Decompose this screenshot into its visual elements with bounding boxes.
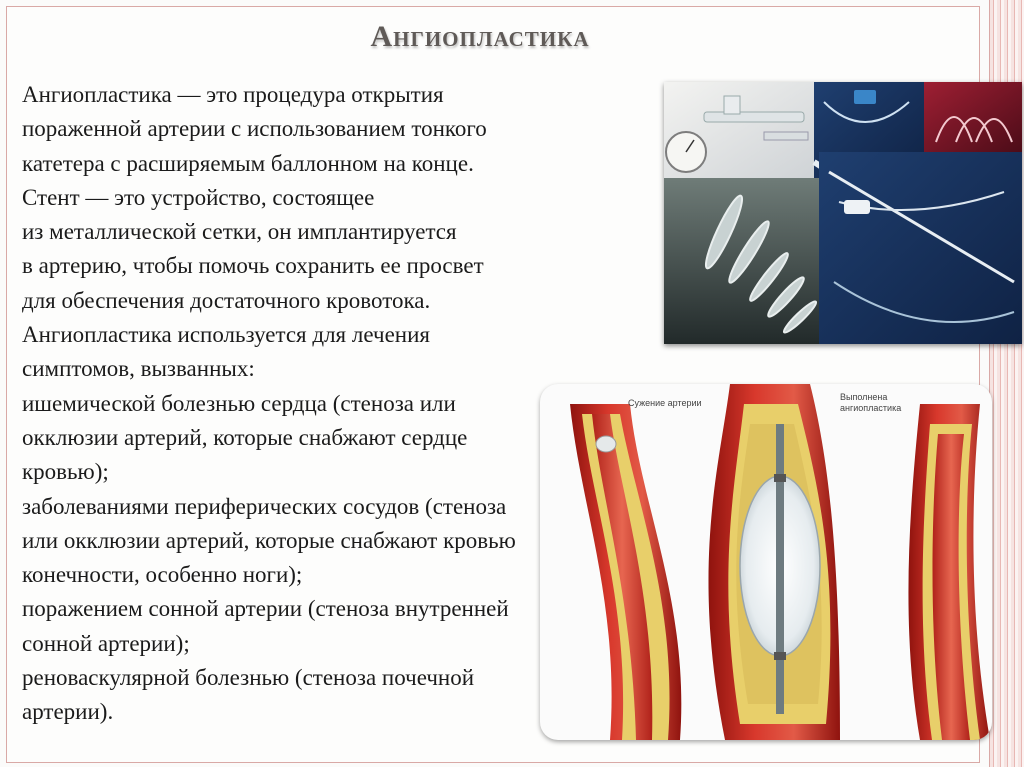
opened-artery (908, 404, 990, 740)
slide-title: Ангиопластика (370, 20, 590, 53)
text-line: или окклюзии артерий, которые снабжают кровью (22, 527, 516, 553)
label-narrowed-artery: Сужение артерии (628, 398, 702, 408)
text-line: заболеваниями периферических сосудов (стеноза (22, 493, 507, 519)
text-line: артерии). (22, 699, 114, 725)
text-line: Стент — это устройство, состоящее (22, 184, 375, 210)
balloon-artery (708, 384, 840, 740)
text-line: реноваскулярной болезнью (стеноза почечной (22, 665, 475, 691)
label-angioplasty-done-2: ангиопластика (840, 403, 902, 413)
text-line: конечности, особенно ноги); (22, 562, 303, 588)
text-line: пораженной артерии с использованием тонкого (22, 116, 487, 142)
text-line: в артерию, чтобы помочь сохранить ее просвет (22, 253, 484, 279)
text-line: симптомов, вызванных: (22, 356, 255, 382)
text-line: ишемической болезнью сердца (стеноза или (22, 390, 456, 416)
text-line: Ангиопластика — это процедура открытия (22, 82, 444, 107)
text-line: окклюзии артерий, которые снабжают сердце (22, 424, 468, 450)
text-line: поражением сонной артерии (стеноза внутренней (22, 596, 509, 622)
label-angioplasty-done-1: Выполнена (840, 392, 888, 402)
text-line: катетера с расширяемым баллонном на конце. (22, 150, 474, 176)
text-line: сонной артерии); (22, 630, 190, 656)
text-line: кровью); (22, 459, 109, 485)
body-text (22, 78, 722, 730)
text-line: из металлической сетки, он имплантируется (22, 219, 457, 245)
text-line: для обеспечения достаточного кровотока. (22, 287, 431, 313)
text-line: Ангиопластика используется для лечения (22, 322, 430, 348)
